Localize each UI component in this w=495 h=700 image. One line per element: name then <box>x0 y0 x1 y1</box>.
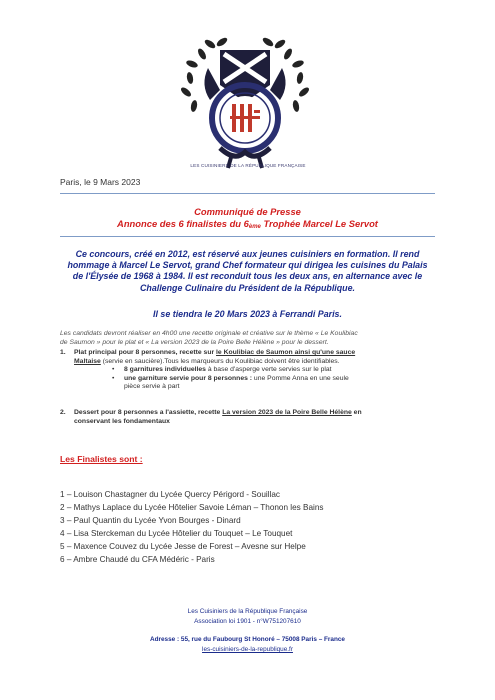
footer-association: Association loi 1901 - n°W751207610 <box>194 618 301 625</box>
finalist-item: 6 – Ambre Chaudé du CFA Médéric - Paris <box>60 555 215 564</box>
intro-line: Challenge Culinaire du Président de la République. <box>139 282 355 293</box>
cuisiniers-republique-emblem-icon <box>180 30 310 172</box>
footer-website-wrap <box>60 646 435 653</box>
intro-line: hommage à Marcel Le Servot, grand Chef formateur qui dirigea les cuisines du Palais <box>67 260 428 271</box>
footer-org: Les Cuisiniers de la République Française <box>187 608 308 615</box>
website-link[interactable]: les-cuisiniers-de-la-republique.fr <box>202 646 293 653</box>
divider-top <box>60 193 435 194</box>
logo-caption: LES CUISINIERS DE LA RÉPUBLIQUE FRANÇAISE <box>190 163 306 168</box>
announcement-title: Annonce des 6 finalistes du $6_{ème}$ Trophée Marcel Le Servot <box>117 218 378 230</box>
event-date: Il se tiendra le 20 Mars 2023 à Ferrandi Paris. <box>153 309 342 319</box>
document-date: Paris, le 9 Mars 2023 <box>60 177 141 187</box>
divider-bottom <box>60 236 435 237</box>
item-main-course: 1. Plat principal pour 8 personnes, recette sur le Koulibiac de Saumon ainsi qu'une sauce Maltaise (servie en saucière).Tous les marqueurs du Koulibiac doivent être identifiables. • 8 garnitures individuelles à base d'asperge verte servies sur le plat • une garniture servie pour 8 personnes : une Pomme Anna en une seule pièce servie à part <box>60 349 356 391</box>
footer-address: Adresse : 55, rue du Faubourg St Honoré – 75008 Paris – France <box>150 636 345 643</box>
intro-line: de l'Élysée de 1968 à 1984. Il est reconduit tous les deux ans, en alternance avec le <box>72 271 423 282</box>
intro-line: Ce concours, créé en 2012, est réservé aux jeunes cuisiniers en formation. Il rend <box>75 249 420 259</box>
bullet-icon: • <box>112 374 115 382</box>
finalists-heading: Les Finalistes sont : <box>60 454 143 464</box>
press-release-title: Communiqué de Presse <box>194 206 301 217</box>
item-dessert: 2. Dessert pour 8 personnes a l'assiette, recette La version 2023 de la Poire Belle Hélène en conservant les fondamentaux <box>60 409 362 425</box>
intro-paragraph <box>60 249 435 294</box>
finalist-item: 3 – Paul Quantin du Lycée Yvon Bourges - Dinard <box>60 516 241 525</box>
rules-line: de Saumon » pour le plat et « La version 2023 de la Poire Belle Hélène » pour le dessert. <box>60 338 329 346</box>
finalist-item: 2 – Mathys Laplace du Lycée Hôtelier Savoie Léman – Thonon les Bains <box>60 503 324 512</box>
bullet-icon: • <box>112 366 115 374</box>
rules-line: Les candidats devront réaliser en 4h00 une recette originale et créative sur le thème « Le Koulibiac <box>60 330 358 337</box>
finalist-item: 1 – Louison Chastagner du Lycée Quercy Périgord - Souillac <box>60 490 280 499</box>
finalist-item: 5 – Maxence Couvez du Lycée Jesse de Forest – Avesne sur Helpe <box>60 542 306 551</box>
finalist-item: 4 – Lisa Sterckeman du Lycée Hôtelier du Touquet – Le Touquet <box>60 529 293 538</box>
item-number: 1. <box>60 349 66 356</box>
item-number: 2. <box>60 409 66 416</box>
rules-paragraph <box>60 330 440 347</box>
